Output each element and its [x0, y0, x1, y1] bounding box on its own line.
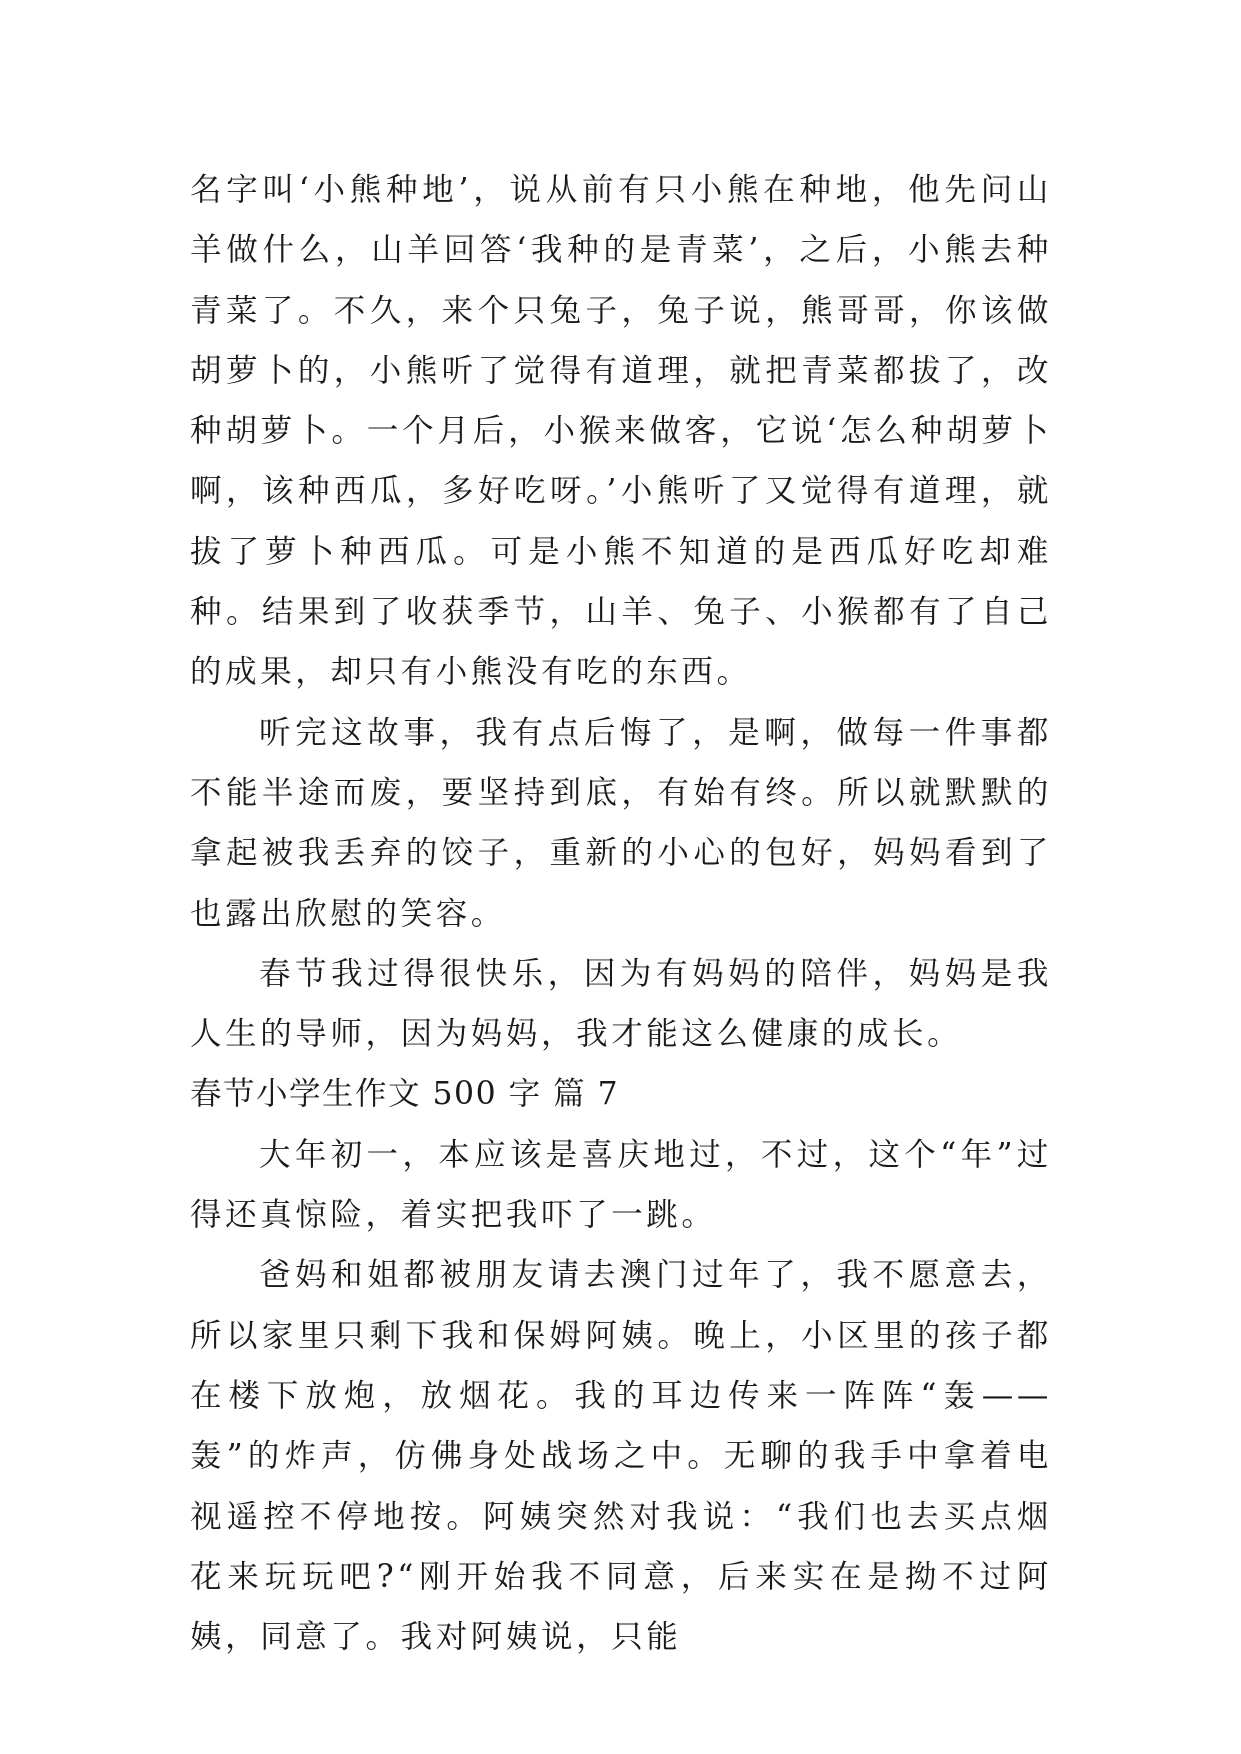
paragraph-happy-new-year: 春节我过得很快乐，因为有妈妈的陪伴，妈妈是我人生的导师，因为妈妈，我才能这么健康的成长。 [190, 955, 1052, 1053]
paragraph-new-year-day: 大年初一，本应该是喜庆地过，不过，这个“年”过得还真惊险，着实把我吓了一跳。 [190, 1136, 1052, 1234]
paragraph-regret: 听完这故事，我有点后悔了，是啊，做每一件事都不能半途而废，要坚持到底，有始有终。所以就默默的拿起被我丢弃的饺子，重新的小心的包好，妈妈看到了也露出欣慰的笑容。 [190, 714, 1052, 932]
document-page [190, 160, 1052, 1667]
paragraph-fireworks: 爸妈和姐都被朋友请去澳门过年了，我不愿意去，所以家里只剩下我和保姆阿姨。晚上，小区里的孩子都在楼下放炮，放烟花。我的耳边传来一阵阵“轰——轰”的炸声，仿佛身处战场之中。无聊的我手中拿着电视遥控不停地按。阿姨突然对我说：“我们也去买点烟花来玩玩吧?“刚开始我不同意，后来实在是拗不过阿姨，同意了。我对阿姨说，只能 [190, 1257, 1052, 1656]
essay-heading: 春节小学生作文 500 字 篇 7 [190, 1076, 620, 1113]
paragraph-story-summary: 名字叫‘小熊种地’，说从前有只小熊在种地，他先问山羊做什么，山羊回答‘我种的是青菜’，之后，小熊去种青菜了。不久，来个只兔子，兔子说，熊哥哥，你该做胡萝卜的，小熊听了觉得有道理，就把青菜都拔了，改种胡萝卜。一个月后，小猴来做客，它说‘怎么种胡萝卜啊，该种西瓜，多好吃呀。’小熊听了又觉得有道理，就拔了萝卜种西瓜。可是小熊不知道的是西瓜好吃却难种。结果到了收获季节，山羊、兔子、小猴都有了自己的成果，却只有小熊没有吃的东西。 [190, 172, 1052, 691]
